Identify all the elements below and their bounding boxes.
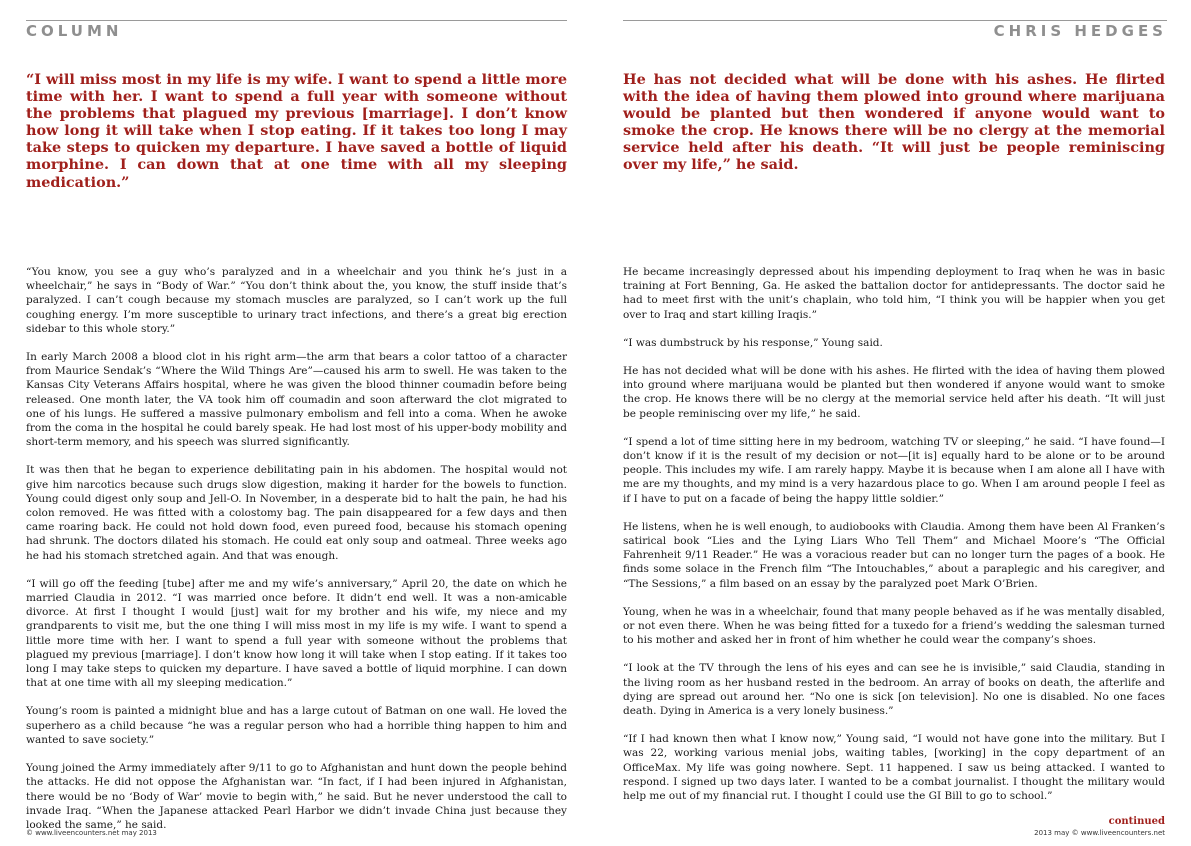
paragraph: He listens, when he is well enough, to audiobooks with Claudia. Among them have been Al Franken’s satirical book “Lies and the Lying Liars Who Tell Them” and Michael Moore’s “The Official Fahrenheit 9/11 Reader.” He was a voracious reader but can no longer turn the pages of a book. He finds some solace in the French film “The Intouchables,” about a paraplegic and his caregiver, and “The Sessions,” a film based on an essay by the paralyzed poet Mark O’Brien.: [623, 520, 1165, 590]
body-column-right: [623, 265, 1165, 817]
header-rule-left: [26, 20, 567, 21]
paragraph: “I was dumbstruck by his response,” Young said.: [623, 336, 883, 349]
paragraph: He became increasingly depressed about his impending deployment to Iraq when he was in basic training at Fort Benning, Ga. He asked the battalion doctor for antidepressants. The doctor said he had to meet first with the unit’s chaplain, who told him, “I think you will be happier when you get over to Iraq and start killing Iraqis.”: [623, 266, 1165, 321]
paragraph: “I will go off the feeding [tube] after me and my wife’s anniversary,” April 20, the date on which he married Claudia in 2012. “I was married once before. It didn’t end well. It was a non-amicable divorce. At first I thought I would [just] wait for my brother and his wife, my niece and my grandparents to visit me, but the one thing I will miss most in my life is my wife. I want to spend a little more time with her. I want to spend a full year with someone without the problems that plagued my previous [marriage]. I don’t know how long it will take when I stop eating. If it takes too long I may take steps to quicken my departure. I have saved a bottle of liquid morphine. I can down that at one time with all my sleeping medication.”: [26, 577, 567, 690]
paragraph: Young joined the Army immediately after 9/11 to go to Afghanistan and hunt down the people behind the attacks. He did not oppose the Afghanistan war. “In fact, if I had been injured in Afghanistan, there would be no ‘Body of War’ movie to begin with,” he said. But he never understood the call to invade Iraq. “When the Japanese attacked Pearl Harbor we didn’t invade China just because they looked the same,” he said.: [26, 762, 567, 831]
paragraph: It was then that he began to experience debilitating pain in his abdomen. The hospital would not give him narcotics because such drugs slow digestion, making it harder for the bowels to function. Young could digest only soup and Jell-O. In November, in a desperate bid to halt the pain, he had his colon removed. He was fitted with a colostomy bag. The pain disappeared for a few days and then came roaring back. He could not hold down food, even pureed food, because his stomach opening had shrunk. The doctors dilated his stomach. He could eat only soup and oatmeal. Three weeks ago he had his stomach stretched again. And that was enough.: [26, 464, 567, 562]
paragraph: He has not decided what will be done with his ashes. He flirted with the idea of having them plowed into ground where marijuana would be planted but then wondered if anyone would want to smoke the crop. He knows there will be no clergy at the memorial service held after his death. “It will just be people reminiscing over my life,” he said.: [623, 365, 1165, 420]
body-column-left: [26, 265, 567, 846]
paragraph: In early March 2008 a blood clot in his right arm—the arm that bears a color tattoo of a character from Maurice Sendak’s “Where the Wild Things Are”—caused his arm to swell. He was taken to the Kansas City Veterans Affairs hospital, where he was given the blood thinner coumadin before being released. One month later, the VA took him off coumadin and soon afterward the clot migrated to one of his lungs. He suffered a massive pulmonary embolism and fell into a coma. When he awoke from the coma in the hospital he could barely speak. He had lost most of his upper-body mobility and short-term memory, and his speech was slurred significantly.: [26, 351, 567, 449]
footer-right: 2013 may © www.liveencounters.net: [1034, 829, 1165, 837]
section-label: COLUMN: [26, 22, 123, 40]
paragraph: Young’s room is painted a midnight blue and has a large cutout of Batman on one wall. He loved the superhero as a child because “he was a regular person who had a horrible thing happen to him and wanted to save society.”: [26, 705, 567, 746]
continued-link[interactable]: continued: [1108, 816, 1165, 827]
author-label: CHRIS HEDGES: [993, 22, 1167, 40]
header-rule-right: [623, 20, 1167, 21]
paragraph: “You know, you see a guy who’s paralyzed and in a wheelchair and you think he’s just in a wheelchair,” he says in “Body of War.” “You don’t think about the, you know, the stuff inside that’s paralyzed. I can’t cough because my stomach muscles are paralyzed, so I can’t work up the full coughing energy. I’m more susceptible to urinary tract infections, and there’s a great big erection sidebar to this whole story.”: [26, 266, 567, 335]
paragraph: “I spend a lot of time sitting here in my bedroom, watching TV or sleeping,” he said. “I have found—I don’t know if it is the result of my decision or not—[it is] equally hard to be alone or to be around people. This includes my wife. I am rarely happy. Maybe it is because when I am alone all I have with me are my thoughts, and my mind is a very hazardous place to go. When I am around people I feel as if I have to put on a facade of being the happy little soldier.”: [623, 435, 1165, 505]
paragraph: “If I had known then what I know now,” Young said, “I would not have gone into the military. But I was 22, working various menial jobs, waiting tables, [working] in the copy department of an OfficeMax. My life was going nowhere. Sept. 11 happened. I saw us being attacked. I wanted to respond. I signed up two days later. I wanted to be a combat journalist. I thought the military would help me out of my financial rut. I thought I could use the GI Bill to go to school.”: [623, 733, 1165, 803]
paragraph: “I look at the TV through the lens of his eyes and can see he is invisible,” said Claudia, standing in the living room as her husband rested in the bedroom. An array of books on death, the afterlife and dying are spread out around her. “No one is sick [on television]. No one is disabled. No one faces death. Dying in America is a very lonely business.”: [623, 662, 1165, 718]
pullquote-right: He has not decided what will be done with his ashes. He flirted with the idea of having them plowed into ground where marijuana would be planted but then wondered if anyone would want to smoke the crop. He knows there will be no clergy at the memorial service held after his death. “It will just be people reminiscing over my life,” he said.: [623, 71, 1165, 174]
footer-left: © www.liveencounters.net may 2013: [26, 829, 157, 837]
paragraph: Young, when he was in a wheelchair, found that many people behaved as if he was mentally disabled, or not even there. When he was being fitted for a tuxedo for a friend’s wedding the salesman turned to his mother and asked her in front of him whether he could wear the company’s shoes.: [623, 605, 1165, 647]
pullquote-left: “I will miss most in my life is my wife. I want to spend a little more time with her. I want to spend a full year with someone without the problems that plagued my previous [marriage]. I don’t know how long it will take when I stop eating. If it takes too long I may take steps to quicken my departure. I have saved a bottle of liquid morphine. I can down that at one time with all my sleeping medication.”: [26, 71, 567, 191]
